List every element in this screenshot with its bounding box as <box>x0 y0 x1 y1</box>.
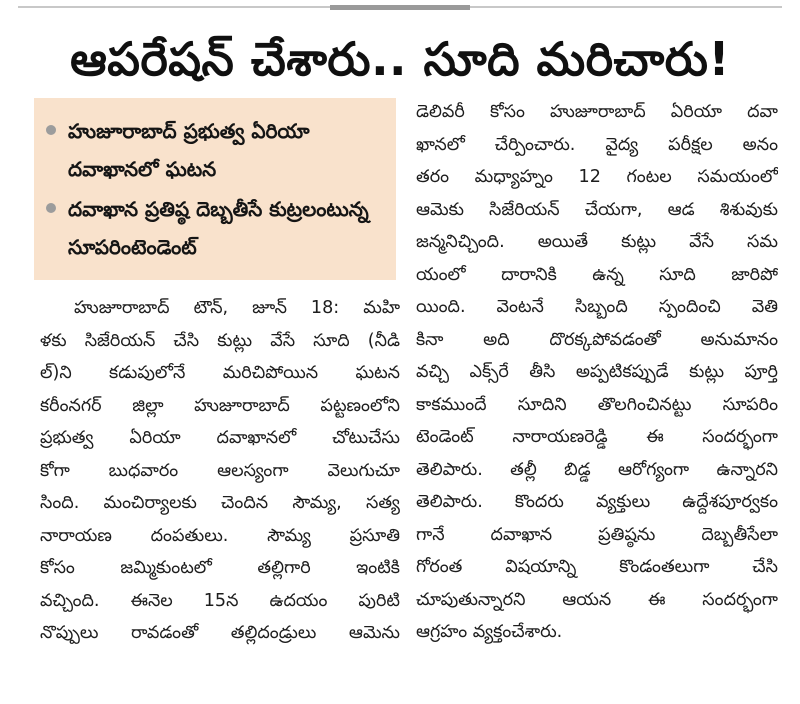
bullet-icon <box>46 125 56 135</box>
highlight-text: దవాఖాన ప్రతిష్ఠ దెబ్బతీసే కుట్రలంటున్న సూపరింటెండెంట్‌ <box>68 197 369 259</box>
article-column-left <box>40 292 400 650</box>
text-line: కరీంనగర్‌ జిల్లా హుజూరాబాద్‌ పట్టణంలోని <box>40 395 400 416</box>
text-line: హుజూరాబాద్‌ టౌన్‌, జూన్‌ 18: మహి <box>74 298 400 318</box>
text-line: ఖానలో చేర్పించారు. వైద్య పరీక్షల అనం <box>416 134 778 155</box>
bullet-icon <box>46 203 56 213</box>
article-column-right <box>416 96 778 649</box>
text-line: నొప్పులు రావడంతో తల్లిదండ్రులు ఆమెను <box>40 623 400 643</box>
text-line: ఆగ్రహం వ్యక్తంచేశారు. <box>416 622 563 642</box>
text-line: చూపుతున్నారని ఆయన ఈ సందర్భంగా <box>416 589 778 610</box>
text-line: జన్మనిచ్చింది. అయితే కుట్లు వేసే సమ <box>416 232 778 252</box>
text-line: ల్‌)ని కడుపులోనే మరిచిపోయిన ఘటన <box>40 363 400 383</box>
top-rule-accent <box>330 5 470 10</box>
text-line: కోగా బుధవారం ఆలస్యంగా వెలుగుచూ <box>40 460 400 481</box>
text-line: తరం మధ్యాహ్నం 12 గంటల సమయంలో <box>416 167 778 187</box>
text-line: యింది. వెంటనే సిబ్బంది స్పందించి వెతి <box>416 297 778 317</box>
text-line: యంలో దారానికి ఉన్న సూది జారిపో <box>416 264 778 285</box>
highlight-item <box>46 190 386 266</box>
text-line: సింది. మంచిర్యాలకు చెందిన సౌమ్య, సత్య <box>40 493 400 513</box>
text-line: గోరంత విషయాన్ని కొండంతలుగా చేసి <box>416 557 778 577</box>
text-line: ళకు సిజేరియన్‌ చేసి కుట్లు వేసే సూది (నీడి <box>40 330 400 351</box>
text-line: డెలివరీ కోసం హుజూరాబాద్‌ ఏరియా దవా <box>416 102 778 122</box>
text-line: ఆమెకు సిజేరియన్‌ చేయగా, ఆడ శిశువుకు <box>416 199 778 220</box>
headline: ఆపరేషన్‌ చేశారు.. సూది మరిచారు! <box>70 32 730 86</box>
text-line: కినా అది దొరక్కపోవడంతో అనుమానం <box>416 329 778 350</box>
text-line: ప్రభుత్వ ఏరియా దవాఖానలో చోటుచేసు <box>40 428 400 448</box>
text-line: వచ్చి ఎక్స్‌రే తీసి అప్పటికప్పుడే కుట్లు పూర్తి <box>416 362 778 382</box>
highlight-item <box>46 112 386 188</box>
text-line: తెలిపారు. తల్లీ బిడ్డ ఆరోగ్యంగా ఉన్నారని <box>416 459 778 480</box>
text-line: టెండెంట్‌ నారాయణరెడ్డి ఈ సందర్భంగా <box>416 427 778 447</box>
text-line: కాకముందే సూదిని తొలగించినట్టు సూపరిం <box>416 394 778 415</box>
highlight-box <box>34 98 396 280</box>
text-line: తెలిపారు. కొందరు వ్యక్తులు ఉద్దేశపూర్వకం <box>416 492 778 512</box>
text-line: కోసం జమ్మికుంటలో తల్లిగారి ఇంటికి <box>40 558 400 578</box>
text-line: నారాయణ దంపతులు. సౌమ్య ప్రసూతి <box>40 525 400 546</box>
text-line: గానే దవాఖాన ప్రతిష్ఠను దెబ్బతీసేలా <box>416 524 778 545</box>
highlight-text: హుజూరాబాద్‌ ప్రభుత్వ ఏరియా దవాఖానలో ఘటన <box>68 119 310 181</box>
text-line: వచ్చింది. ఈనెల 15న ఉదయం పురిటి <box>40 590 400 611</box>
